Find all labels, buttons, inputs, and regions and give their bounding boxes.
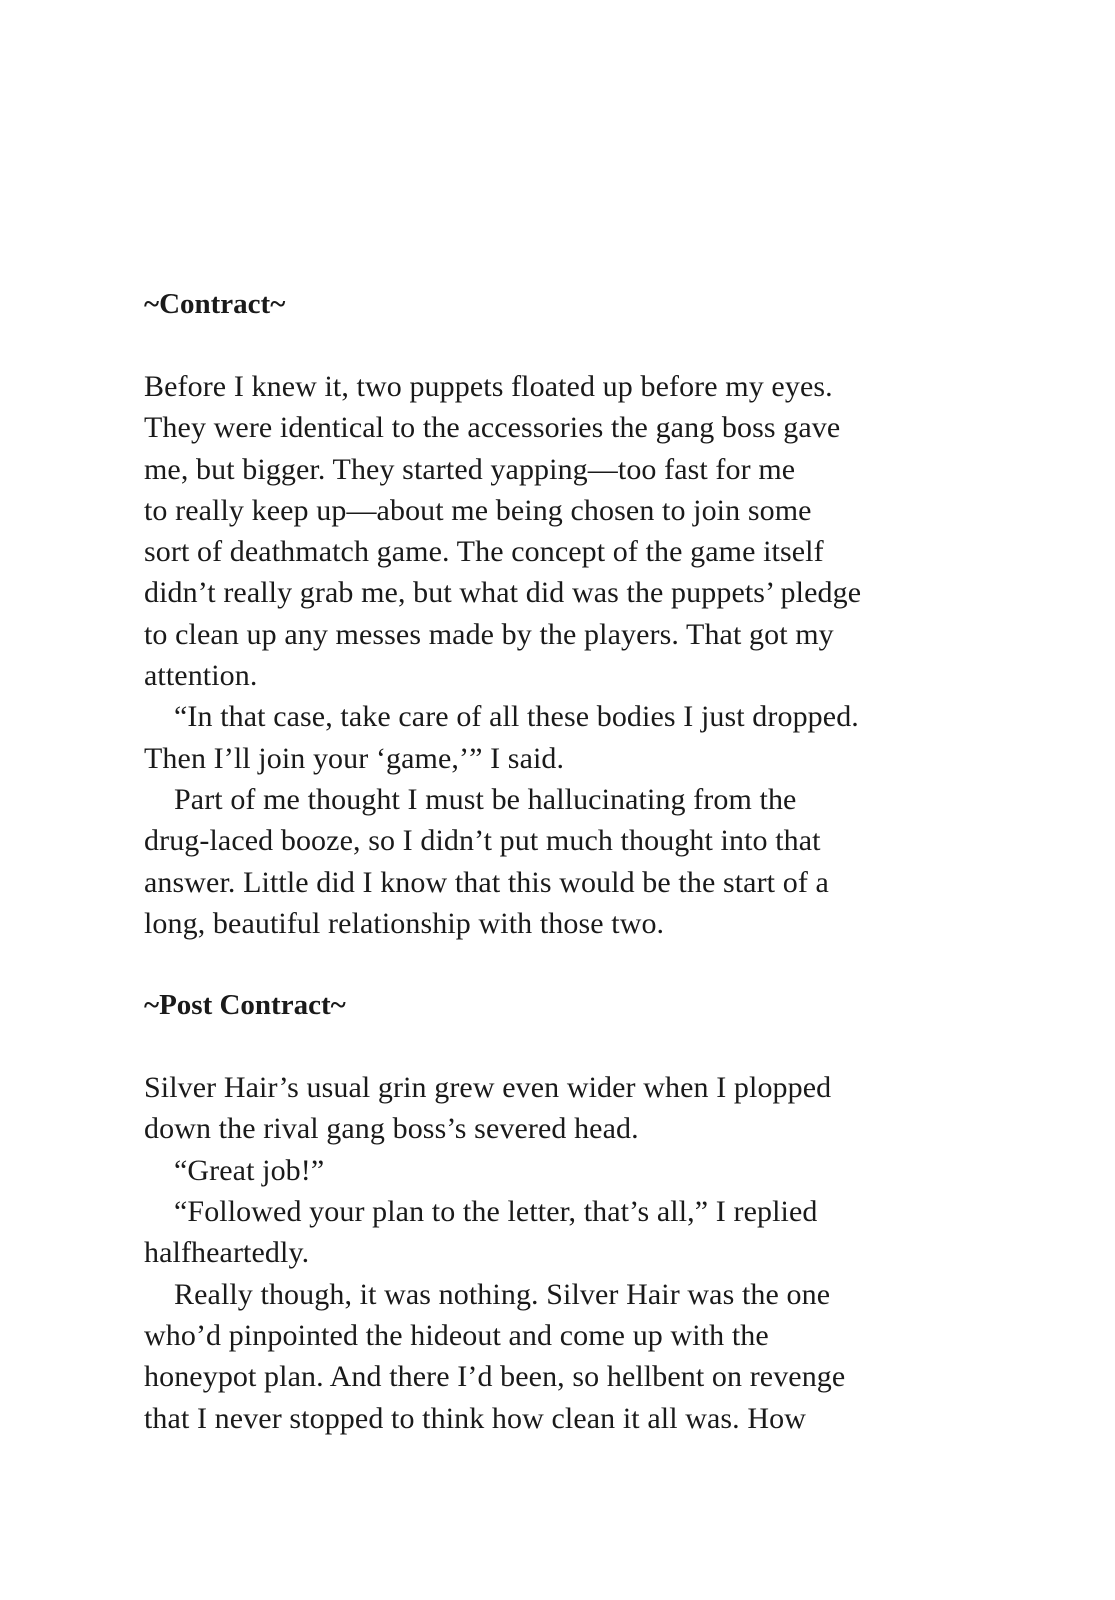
paragraph: Before I knew it, two puppets floated up before my eyes. They were identical to the accessories the gang boss gave me, but bigger. They started yapping—too fast for me to really keep up—about me being chosen to join some sort of deathmatch game. The concept of the game itself didn’t really grab me, but what did was the puppets’ pledge to clean up any messes made by the players. That got my attention. [144, 370, 862, 693]
section-heading-contract: ~Contract~ [144, 288, 286, 320]
paragraph: “Great job!” [174, 1153, 325, 1187]
paragraph: Silver Hair’s usual grin grew even wider when I plopped down the rival gang boss’s severed head. [144, 1071, 832, 1146]
paragraph: “Followed your plan to the letter, that’s all,” I replied halfheartedly. [144, 1195, 818, 1270]
paragraph: Part of me thought I must be hallucinating from the drug-laced booze, so I didn’t put much thought into that answer. Little did I know that this would be the start of a long, beautiful relationship with those two. [144, 782, 829, 940]
book-page [144, 284, 1044, 1439]
paragraph: “In that case, take care of all these bodies I just dropped. Then I’ll join your ‘game,’” I said. [144, 700, 859, 775]
paragraph: Really though, it was nothing. Silver Hair was the one who’d pinpointed the hideout and come up with the honeypot plan. And there I’d been, so hellbent on revenge that I never stopped to think how clean it all was. How [144, 1277, 846, 1435]
section-heading-post-contract: ~Post Contract~ [144, 989, 346, 1022]
